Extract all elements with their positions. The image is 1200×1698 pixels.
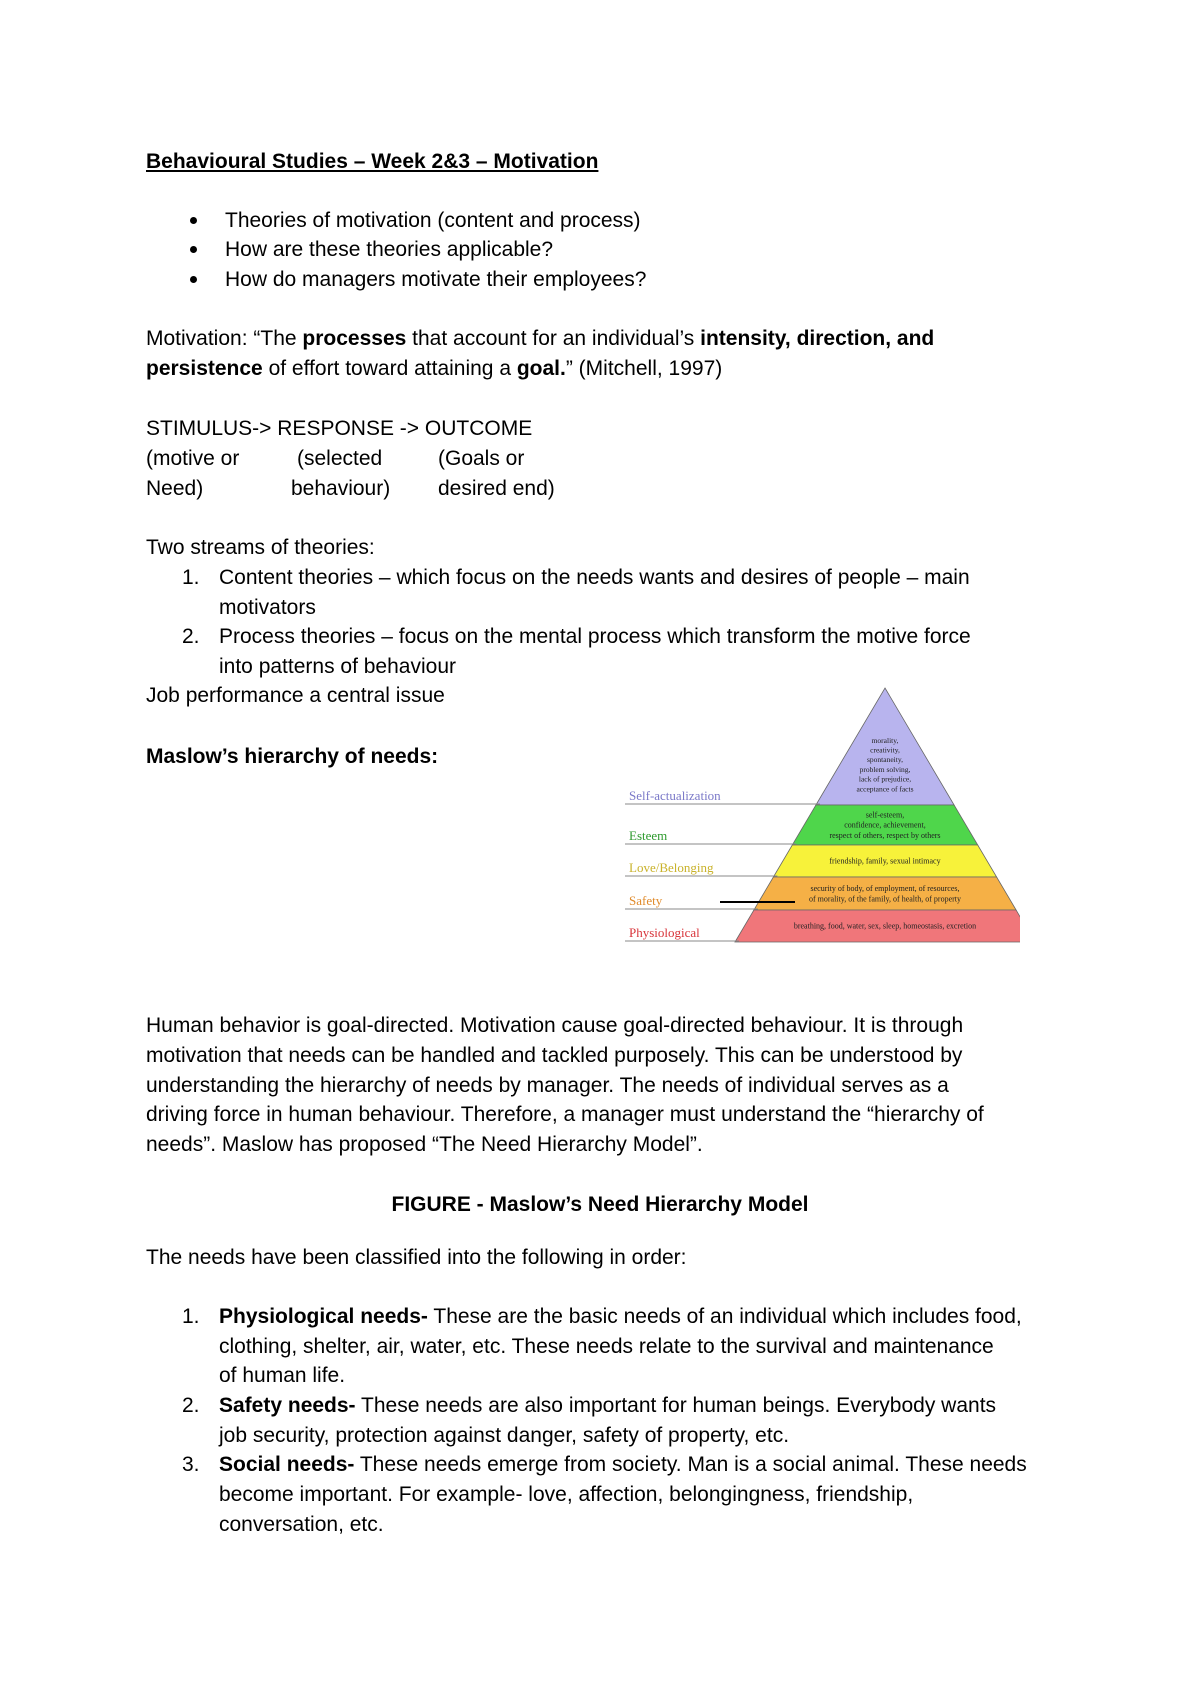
- paragraph-line: driving force in human behaviour. Therefore, a manager must understand the “hierarchy of: [146, 1103, 984, 1126]
- maslow-heading: Maslow’s hierarchy of needs:: [146, 745, 439, 768]
- list-number: 1.: [182, 1305, 200, 1328]
- stimulus-col2-line1: (selected: [297, 447, 383, 470]
- pyramid-level-text: breathing, food, water, sex, sleep, homeostasis, excretion: [793, 921, 977, 931]
- need-item-line: of human life.: [219, 1364, 346, 1387]
- paragraph-line: understanding the hierarchy of needs by manager. The needs of individual serves as a: [146, 1074, 949, 1097]
- definition-persistence: persistence: [146, 357, 263, 380]
- need-term: Physiological needs-: [219, 1305, 428, 1328]
- list-item: How do managers motivate their employees?: [225, 268, 647, 291]
- pyramid-level-text: morality,: [871, 735, 899, 745]
- stimulus-col2-line2: behaviour): [291, 477, 391, 500]
- pyramid-level-text: self-esteem,: [865, 810, 905, 820]
- list-number: 2.: [182, 625, 200, 648]
- maslow-pyramid-figure: [620, 680, 1020, 950]
- pyramid-level-text: acceptance of facts: [856, 784, 914, 794]
- streams-intro: Two streams of theories:: [146, 536, 375, 559]
- paragraph-line: motivation that needs can be handled and tackled purposely. This can be understood by: [146, 1044, 963, 1067]
- definition-text: that account for an individual’s: [406, 327, 701, 350]
- pyramid-level-label: Love/Belonging: [629, 860, 714, 875]
- need-item-line: clothing, shelter, air, water, etc. These needs relate to the survival and maintenance: [219, 1335, 994, 1358]
- stimulus-col3-line2: desired end): [438, 477, 555, 500]
- need-text: These needs are also important for human beings. Everybody wants: [355, 1394, 997, 1417]
- pyramid-level-text: problem solving,: [859, 764, 911, 774]
- need-text: These needs emerge from society. Man is a social animal. These needs: [354, 1453, 1027, 1476]
- list-item: How are these theories applicable?: [225, 238, 554, 261]
- definition-label: Motivation: “The: [146, 327, 303, 350]
- pyramid-level-text: confidence, achievement,: [844, 820, 926, 830]
- stimulus-col1-line1: (motive or: [146, 447, 240, 470]
- pyramid-level-text: friendship, family, sexual intimacy: [829, 856, 941, 866]
- document-title: Behavioural Studies – Week 2&3 – Motivation: [146, 150, 599, 173]
- motivation-definition-line1: [146, 324, 934, 354]
- need-item-line: [219, 1391, 996, 1421]
- pyramid-level-text: creativity,: [870, 745, 900, 755]
- need-text: These are the basic needs of an individual which includes food,: [427, 1305, 1022, 1328]
- bullet-dot: [190, 276, 197, 283]
- stimulus-header: STIMULUS-> RESPONSE -> OUTCOME: [146, 417, 533, 440]
- bullet-dot: [190, 246, 197, 253]
- list-item: Theories of motivation (content and process): [225, 209, 641, 232]
- definition-citation: ” (Mitchell, 1997): [565, 357, 723, 380]
- pyramid-level-text: security of body, of employment, of resources,: [810, 884, 960, 894]
- need-term: Safety needs-: [219, 1394, 356, 1417]
- paragraph-line: needs”. Maslow has proposed “The Need Hierarchy Model”.: [146, 1133, 703, 1156]
- definition-text: of effort toward attaining a: [262, 357, 517, 380]
- motivation-definition-line2: [146, 354, 722, 384]
- list-number: 3.: [182, 1453, 200, 1476]
- need-item-line: [219, 1302, 1022, 1332]
- list-number: 1.: [182, 566, 200, 589]
- need-item-line: [219, 1450, 1027, 1480]
- stream-item-line: Process theories – focus on the mental process which transform the motive force: [219, 625, 971, 648]
- pyramid-level-text: of morality, of the family, of health, of property: [808, 894, 962, 904]
- pyramid-level-label: Self-actualization: [629, 788, 721, 803]
- pyramid-level-label: Esteem: [629, 828, 668, 843]
- need-item-line: job security, protection against danger, safety of property, etc.: [219, 1424, 790, 1447]
- need-item-line: become important. For example- love, affection, belongingness, friendship,: [219, 1483, 914, 1506]
- streams-outro: Job performance a central issue: [146, 684, 445, 707]
- definition-goal: goal.: [516, 357, 566, 380]
- need-item-line: conversation, etc.: [219, 1513, 384, 1536]
- pyramid-level-text: respect of others, respect by others: [829, 830, 941, 840]
- pyramid-level-label: Physiological: [629, 925, 700, 940]
- stream-item-line: Content theories – which focus on the needs wants and desires of people – main: [219, 566, 970, 589]
- pyramid-level-label: Safety: [629, 893, 663, 908]
- stream-item-line: motivators: [219, 596, 316, 619]
- stimulus-col3-line1: (Goals or: [438, 447, 525, 470]
- definition-processes: processes: [302, 327, 407, 350]
- figure-caption: FIGURE - Maslow’s Need Hierarchy Model: [391, 1193, 809, 1216]
- need-term: Social needs-: [219, 1453, 355, 1476]
- pyramid-level-text: spontaneity,: [867, 755, 903, 765]
- list-number: 2.: [182, 1394, 200, 1417]
- stimulus-col1-line2: Need): [146, 477, 204, 500]
- bullet-dot: [190, 217, 197, 224]
- stream-item-line: into patterns of behaviour: [219, 655, 456, 678]
- definition-intensity: intensity, direction, and: [700, 327, 935, 350]
- classified-intro: The needs have been classified into the following in order:: [146, 1246, 687, 1269]
- paragraph-line: Human behavior is goal-directed. Motivation cause goal-directed behaviour. It is through: [146, 1014, 964, 1037]
- pyramid-level-text: lack of prejudice,: [858, 774, 912, 784]
